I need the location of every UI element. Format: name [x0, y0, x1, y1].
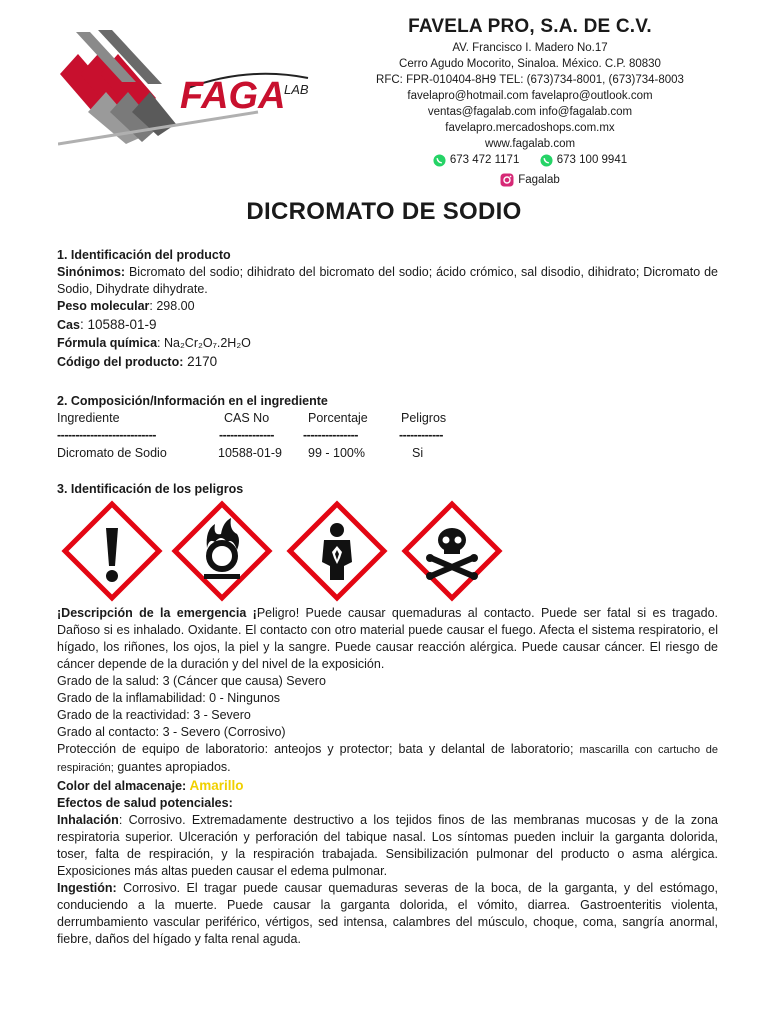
company-emails-2[interactable]: ventas@fagalab.com info@fagalab.com — [427, 106, 633, 118]
section-1-heading: 1. Identificación del producto — [57, 248, 231, 262]
product-code: Código del producto: 2170 — [57, 354, 218, 369]
ghs-pictograms — [59, 500, 509, 602]
section-2-heading: 2. Composición/Información en el ingrediente — [57, 394, 328, 408]
logo-subtext: LAB — [284, 82, 309, 97]
molecular-weight: Peso molecular: 298.00 — [57, 299, 195, 313]
company-info — [320, 14, 740, 192]
whatsapp-icon — [433, 154, 446, 167]
logo-text: FAGA — [180, 75, 286, 117]
table-divider-row: --------------------------- --------------- --------------- ------------ — [57, 428, 443, 442]
storage-color: Color del almacenaje: Amarillo — [57, 778, 244, 793]
table-header-row — [57, 410, 557, 427]
company-emails-1[interactable]: favelapro@hotmail.com favelapro@outlook.com — [407, 90, 653, 102]
company-address: AV. Francisco I. Madero No.17 — [452, 42, 608, 54]
ingredient-table — [57, 410, 557, 462]
phone-row — [320, 152, 740, 172]
cas-number: Cas: 10588-01-9 — [57, 317, 157, 332]
flammability-grade: Grado de la inflamabilidad: 0 - Ningunos — [57, 691, 281, 705]
synonyms: Sinónimos: Bicromato del sodio; dihidrato del bicromato del sodio; ácido crómico, sal disodio, dihidrato; Dicromato de Sodio, Dihydrate dihydrate. — [57, 265, 718, 296]
reactivity-grade: Grado de la reactividad: 3 - Severo — [57, 708, 251, 722]
instagram-icon — [500, 173, 514, 187]
section-3-heading: 3. Identificación de los peligros — [57, 482, 244, 496]
company-rfc-tel: RFC: FPR-010404-8H9 TEL: (673)734-8001, (673)734-8003 — [376, 74, 684, 86]
chemical-formula: Fórmula química: Na₂Cr₂O₇.2H₂O — [57, 336, 251, 350]
inhalation-effects: Inhalación: Corrosivo. Extremadamente destructivo a los tejidos finos de las membranas mucosas y de la zona respiratoria superior. Ulceración y perforación del tabique nasal. Los síntomas pueden incluir la garganta dolorida, toser, falta de respiración, y la respiración trabajada. Sensibilización pulmonar del producto o asma alérgica. Exposiciones más altas pueden causar el edema pulmonar. — [57, 813, 718, 878]
oxidizer-icon — [175, 504, 269, 598]
health-grade: Grado de la salud: 3 (Cáncer que causa) Severo — [57, 674, 326, 688]
fagalab-logo — [58, 26, 318, 146]
company-name: FAVELA PRO, S.A. DE C.V. — [408, 16, 652, 37]
table-row: Dicromato de Sodio 10588-01-9 99 - 100% Si — [57, 446, 424, 460]
exclamation-icon — [65, 504, 159, 598]
contact-grade: Grado al contacto: 3 - Severo (Corrosivo) — [57, 725, 286, 739]
company-shop-link[interactable]: favelapro.mercadoshops.com.mx — [445, 122, 615, 134]
instagram-link[interactable]: Fagalab — [500, 172, 560, 188]
company-city: Cerro Agudo Mocorito, Sinaloa. México. C.P. 80830 — [399, 58, 661, 70]
toxic-skull-icon — [405, 504, 499, 598]
col-porcentaje: Porcentaje — [308, 411, 368, 425]
phone-1[interactable]: 673 472 1171 — [433, 152, 520, 168]
col-ingrediente: Ingrediente — [57, 411, 120, 425]
ingestion-effects: Ingestión: Corrosivo. El tragar puede causar quemaduras severas de la boca, de la garganta, y del estómago, conduciendo a la muerte. Puede causar la garganta dolorida, el vómito, diarrea. Gastroenteritis violenta, derrumbamiento vascular periférico, vértigos, sed intensa, calambres del músculo, choque, coma, sangría anormal, fiebre, daños del hígado y falta renal aguda. — [57, 881, 718, 946]
whatsapp-icon — [540, 154, 553, 167]
phone-2[interactable]: 673 100 9941 — [540, 152, 627, 168]
col-cas: CAS No — [224, 411, 270, 425]
lab-protection: Protección de equipo de laboratorio: anteojos y protector; bata y delantal de laboratorio; mascarilla con cartucho de respiración; guantes apropiados. — [57, 742, 719, 774]
company-website-link[interactable]: www.fagalab.com — [484, 138, 576, 150]
col-peligros: Peligros — [401, 411, 447, 425]
health-effects-heading: Efectos de salud potenciales: — [57, 796, 233, 810]
document-title: DICROMATO DE SODIO — [246, 198, 522, 225]
health-hazard-icon — [290, 504, 384, 598]
hazard-description — [57, 605, 718, 948]
section-identification — [57, 247, 718, 372]
emergency-description: ¡Descripción de la emergencia ¡Peligro! Puede causar quemaduras al contacto. Puede ser fatal si es tragado. Dañoso si es inhalado. Oxidante. El contacto con otro material puede causar el fuego. Afecta el sistema respiratorio, el hígado, los riñones, los ojos, la piel y la sangre. Puede causar reacción alérgica. Puede causar cáncer. El riesgo de cáncer depende de la duración y del nivel de la exposición. — [57, 606, 718, 671]
